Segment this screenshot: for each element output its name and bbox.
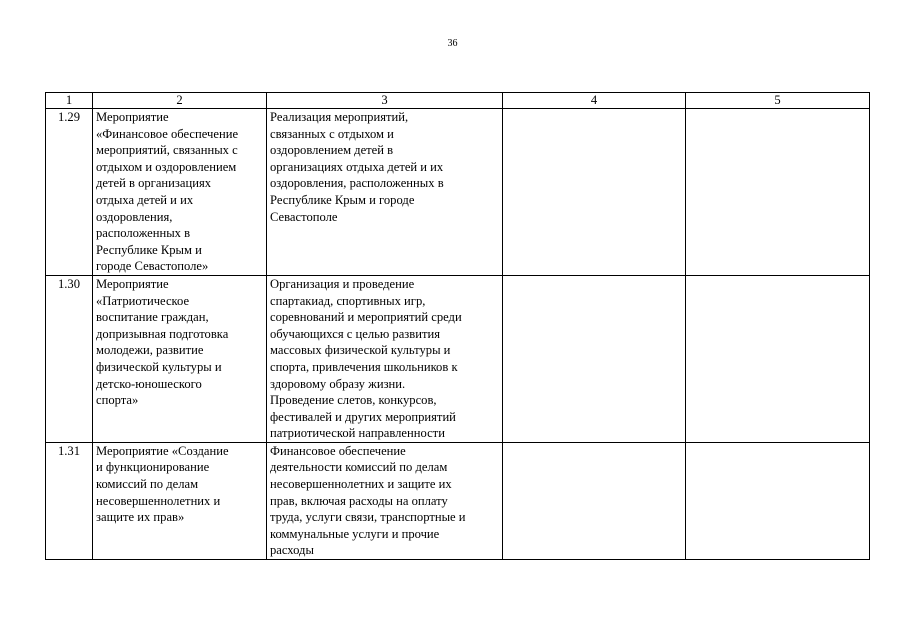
table-row (46, 275, 870, 442)
activities-table (45, 92, 870, 560)
column-header-2: 2 (93, 93, 267, 109)
page-number: 36 (447, 38, 458, 49)
event-name-cell: Мероприятие «Патриотическое воспитание граждан, допризывная подготовка молодежи, развитие физической культуры и детско-юношеского спорта» (93, 275, 267, 442)
row-number-cell: 1.29 (46, 109, 93, 276)
table-row (46, 109, 870, 276)
column-header-1: 1 (46, 93, 93, 109)
event-name-cell: Мероприятие «Финансовое обеспечение мероприятий, связанных с отдыхом и оздоровлением детей в организациях отдыха детей и их оздоровления, расположенных в Республике Крым и городе Севастополе» (93, 109, 267, 276)
column-5-cell (686, 442, 870, 559)
column-4-cell (503, 275, 686, 442)
column-header-3: 3 (267, 93, 503, 109)
column-4-cell (503, 442, 686, 559)
column-header-5: 5 (686, 93, 870, 109)
row-number-cell: 1.30 (46, 275, 93, 442)
table-row (46, 442, 870, 559)
event-description-cell: Организация и проведение спартакиад, спортивных игр, соревнований и мероприятий среди обучающихся с целью развития массовых физической культуры и спорта, привлечения школьников к здоровому образу жизни. Проведение слетов, конкурсов, фестивалей и других мероприятий патриотической направленности (267, 275, 503, 442)
event-description-cell: Финансовое обеспечение деятельности комиссий по делам несовершеннолетних и защите их прав, включая расходы на оплату труда, услуги связи, транспортные и коммунальные услуги и прочие расходы (267, 442, 503, 559)
column-5-cell (686, 109, 870, 276)
column-4-cell (503, 109, 686, 276)
column-header-4: 4 (503, 93, 686, 109)
event-description-cell: Реализация мероприятий, связанных с отдыхом и оздоровлением детей в организациях отдыха детей и их оздоровления, расположенных в Республике Крым и городе Севастополе (267, 109, 503, 276)
column-5-cell (686, 275, 870, 442)
event-name-cell: Мероприятие «Создание и функционирование комиссий по делам несовершеннолетних и защите их прав» (93, 442, 267, 559)
row-number-cell: 1.31 (46, 442, 93, 559)
table-header-row (46, 93, 870, 109)
